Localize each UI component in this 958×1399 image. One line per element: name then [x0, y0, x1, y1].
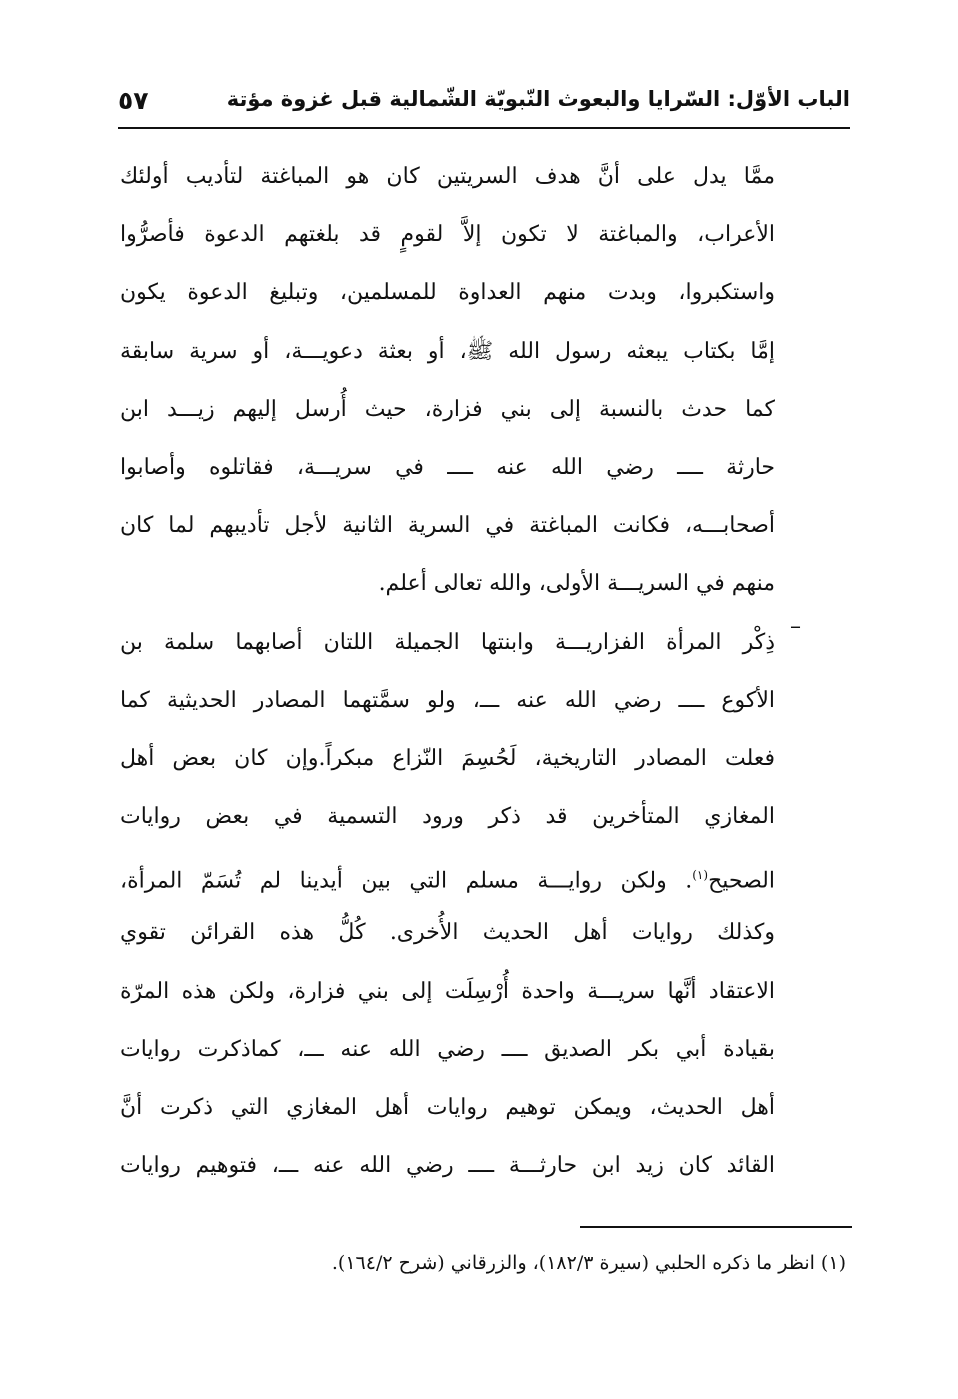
page-number: ٥٧ [118, 86, 149, 115]
text-line-with-footnote [120, 846, 775, 904]
text-line: حارثة ــــ رضي الله عنه ــــ في سريـــة، فقاتلوه وأصابوا [120, 454, 775, 480]
text-line: القائد كان زيد ابن حارثـــة ــــ رضي الله عنه ـــ، فتوهيم روايات [120, 1153, 775, 1179]
text-line: أهل الحديث، ويمكن توهيم روايات أهل المغازي التي ذكرت أنَّ [120, 1095, 775, 1120]
text-line: ذِكْر المرأة الفزاريـــة وابنتها الجميلة اللتان أصابهما سلمة بن [120, 629, 775, 655]
text-line: الأكوع ــــ رضي الله عنه ـــ، ولو سمَّتهما المصادر الحديثية كما [120, 687, 775, 713]
text-line: فعلت المصادر التاريخية، لَحُسِمَ النّزاع مبكراً.وإن كان بعض أهل [120, 745, 775, 771]
header-rule [118, 127, 850, 129]
text-line: إمَّا بكتاب يبعثه رسول الله ﷺ، أو بعثة دعويـــة، أو سرية سابقة [120, 338, 775, 364]
text-line: وكذلك روايات أهل الحديث الأُخرى. كُلُّ هذه القرائن تقوي [120, 920, 775, 946]
text-fragment: . ولكن روايـــة مسلم التي بين أيدينا لم تُسَمّ المرأة، [120, 868, 693, 894]
text-line: كما حدث بالنسبة إلى بني فزارة، حيث أُرسل إليهم زيـــد ابن [120, 396, 775, 422]
text-line: أصحابـــه، فكانت المباغتة في السرية الثانية لأجل تأديبهم لما كان [120, 513, 775, 539]
list-bullet: – [790, 614, 801, 639]
text-line: الأعراب، والمباغتة لا تكون إلاَّ لقومٍ قد بلغتهم الدعوة فأصرُّوا [120, 222, 775, 248]
text-line: منهم في السريـــة الأولى، والله تعالى أعلم. [378, 571, 775, 597]
chapter-title: الباب الأوّل: السّرايا والبعوث النّبويّة الشّمالية قبل غزوة مؤتة [226, 87, 850, 111]
running-header [118, 82, 850, 124]
text-line: الاعتقاد أنَّها سريـــة واحدة أُرْسِلَت إلى بني فزارة، ولكن هذه المرّة [120, 978, 775, 1004]
text-line: بقيادة أبي بكر الصديق ــــ رضي الله عنه ـــ، كماذكرت روايات [120, 1036, 775, 1062]
text-line: واستكبروا، وبدت منهم العداوة للمسلمين، وتبليغ الدعوة يكون [120, 280, 775, 306]
footnote-reference: (١) [692, 868, 709, 883]
body-text [120, 148, 775, 1195]
footnote: (١) انظر ما ذكره الحلبي (سيرة ١٨٢/٣)، والزرقاني (شرح ١٦٤/٢). [331, 1252, 846, 1274]
text-line: ممَّا يدل على أنَّ هدف السريتين كان هو المباغتة لتأديب أولئك [120, 164, 775, 189]
footnote-rule [580, 1226, 852, 1228]
text-fragment: الصحيح [708, 868, 775, 894]
text-line: المغازي المتأخرين قد ذكر ورود التسمية في بعض روايات [120, 804, 775, 830]
